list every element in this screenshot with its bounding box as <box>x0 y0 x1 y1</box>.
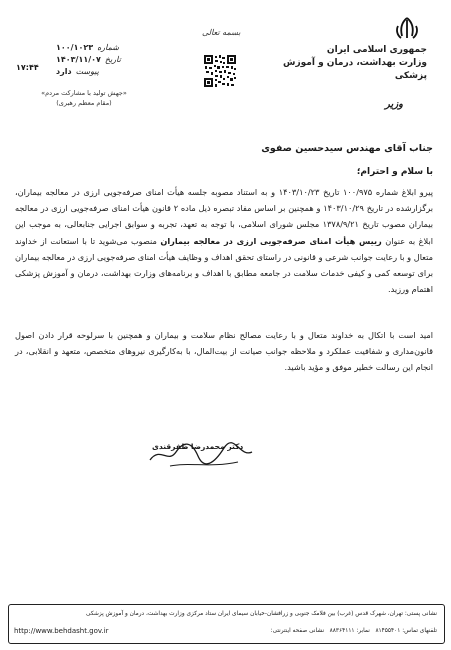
letter-metadata <box>56 42 176 78</box>
paragraph-1-text-a: پیرو ابلاغ شماره ۱۰۰/۹۷۵ تاریخ ۱۴۰۳/۱۰/۲۳ و به استناد مصوبه جلسه هیأت امنای صرفه‌جویی ارزی در معالجه بیماران، برگزارشده در تاریخ ۱۴۰۳/۱۰/۲۹ و همچنین بر اساس مفاد تبصره ذیل ماده ۲ قانون هیأت امنای صرفه‌جویی ارزی در معالجه بیماران مصوب تاریخ ۱۳۷۸/۹/۲۱ مجلس شورای اسلامی، با توجه به تعهد، تجربه و سوابق اجرایی جنابعالی، به موجب این ابلاغ به عنوان <box>15 187 434 246</box>
number-value: ۱۰۰/۱۰۲۳ <box>56 43 94 52</box>
fax-value: ۸۸۳۶۴۱۱۱ <box>329 628 355 634</box>
paragraph-1-text-b: منصوب می‌شوید تا با استعانت از خداوند متعال و با رعایت جوانب شرعی و قانونی در راستای تحقق اهداف و وظایف هیأت امنای صرفه‌جویی ارزی در معالجه بیماران برای توسعه کمی و کیفی خدمات سلامت در جامعه مطابق با اهداف و برنامه‌های وزارت بهداشت، درمان و آموزش پزشکی اهتمام ورزید. <box>15 235 433 295</box>
ministry-name: جمهوری اسلامی ایران وزارت بهداشت، درمان و آموزش پزشکی <box>283 45 427 81</box>
qr-code-icon <box>203 54 237 88</box>
footer-address: نشانی پستی: تهران، شهرک قدس (غرب) بین فلامک جنوبی و زرافشان-خیابان سیمای ایران ستاد مرکزی وزارت بهداشت، درمان و آموزش پزشکی <box>85 611 437 617</box>
minister-label: وزیر <box>385 99 403 110</box>
greeting: با سلام و احترام؛ <box>356 167 433 177</box>
fax-label: نمابر: <box>356 628 370 634</box>
web-label: نشانی صفحه اینترنتی: <box>270 628 325 634</box>
website-link[interactable]: http://www.behdasht.gov.ir <box>14 627 109 635</box>
letter-date-row <box>56 54 176 66</box>
letter-time: ۱۷:۴۴ <box>16 63 39 72</box>
slogan <box>14 88 154 108</box>
signer-name: دکتر محمدرضا ظفرقندی <box>152 442 244 451</box>
letter-number-row <box>56 42 176 54</box>
letter-paragraph-2: امید است با اتکال به خداوند متعال و با رعایت مصالح نظام سلامت و بیماران و همچنین با سرلوحه قرار دادن اصول قانون‌مداری و شفافیت عملکرد و ملاحظه جوانب صیانت از بیت‌المال، با به‌کارگیری نیروهای متخصص، متعهد و انقلابی، در انجام این رسالت خطیر موفق و مؤید باشید. <box>15 330 433 373</box>
date-label: تاریخ <box>104 55 121 64</box>
recipient: جناب آقای مهندس سیدحسین صفوی <box>261 143 433 154</box>
phone-label: تلفنهای تماس: <box>402 628 437 634</box>
date-value: ۱۴۰۳/۱۱/۰۷ <box>56 55 101 64</box>
attachment-value: دارد <box>56 67 72 76</box>
phone-value: ۸۱۴۵۵۴۰۱ <box>375 628 401 634</box>
attachment-label: پیوست <box>75 67 99 76</box>
footer-contact <box>271 628 437 634</box>
iran-emblem-icon <box>392 16 422 42</box>
number-label: شماره <box>97 43 119 52</box>
appointment-title: رییس هیأت امنای صرفه‌جویی ارزی در معالجه بیماران <box>160 235 382 246</box>
basmala: بسمه تعالی <box>202 28 241 37</box>
letter-paragraph-1 <box>15 184 433 297</box>
letter-attachment-row <box>56 66 176 78</box>
slogan-text: «جهش تولید با مشارکت مردم» <box>41 89 127 97</box>
slogan-attribution: (مقام معظم رهبری) <box>56 99 112 107</box>
